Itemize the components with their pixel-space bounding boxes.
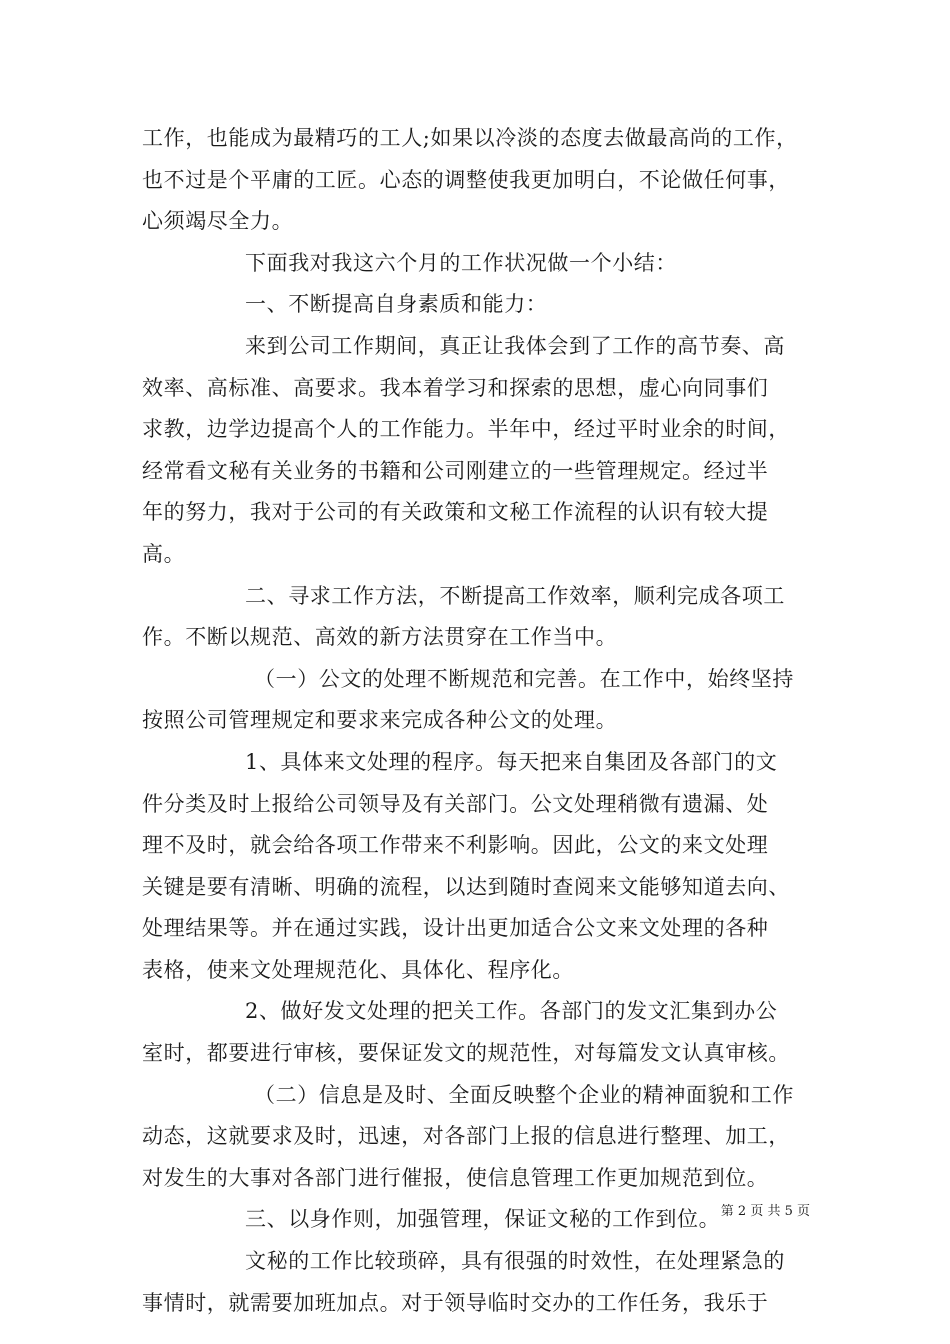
text-line: 求教，边学边提高个人的工作能力。半年中，经过平时业余的时间， [142,417,790,442]
text-line: 效率、高标准、高要求。我本着学习和探索的思想，虚心向同事们 [142,375,769,400]
text-line: 2、做好发文处理的把关工作。各部门的发文汇集到办公 [245,999,778,1024]
text-line: 作。不断以规范、高效的新方法贯穿在工作当中。 [142,625,618,650]
text-line: 工作，也能成为最精巧的工人;如果以冷淡的态度去做最高尚的工作， [142,126,798,150]
text-line: 下面我对我这六个月的工作状况做一个小结： [245,250,677,275]
text-line: 一、不断提高自身素质和能力： [245,292,548,317]
page-number-footer: 第 2 页 共 5 页 [720,1204,810,1219]
text-line: 关键是要有清晰、明确的流程，以达到随时查阅来文能够知道去向、 [142,874,790,899]
text-line: 高。 [142,541,186,566]
text-line: 经常看文秘有关业务的书籍和公司刚建立的一些管理规定。经过半 [142,458,769,483]
text-line: 按照公司管理规定和要求来完成各种公文的处理。 [142,708,618,733]
text-line: （二）信息是及时、全面反映整个企业的精神面貌和工作 [254,1082,794,1107]
text-line: 表格，使来文处理规范化、具体化、程序化。 [142,957,574,982]
text-line: 文秘的工作比较琐碎，具有很强的时效性，在处理紧急的 [245,1249,785,1274]
text-line: （一）公文的处理不断规范和完善。在工作中，始终坚持 [254,666,794,691]
text-line: 三、以身作则，加强管理，保证文秘的工作到位。 [245,1207,721,1232]
text-line: 处理结果等。并在通过实践，设计出更加适合公文来文处理的各种 [142,916,769,941]
text-line: 动态，这就要求及时，迅速，对各部门上报的信息进行整理、加工， [142,1124,790,1149]
text-line: 室时，都要进行审核，要保证发文的规范性，对每篇发文认真审核。 [142,1041,790,1066]
text-line: 二、寻求工作方法，不断提高工作效率，顺利完成各项工 [245,583,785,608]
text-line: 也不过是个平庸的工匠。心态的调整使我更加明白，不论做任何事， [142,167,790,192]
text-line: 事情时，就需要加班加点。对于领导临时交办的工作任务，我乐于 [142,1290,769,1315]
text-line: 件分类及时上报给公司领导及有关部门。公文处理稍微有遗漏、处 [142,791,769,816]
text-line: 1、具体来文处理的程序。每天把来自集团及各部门的文 [245,749,778,774]
text-line: 年的努力，我对于公司的有关政策和文秘工作流程的认识有较大提 [142,500,769,525]
text-line: 理不及时，就会给各项工作带来不利影响。因此，公文的来文处理 [142,833,769,858]
text-line: 来到公司工作期间，真正让我体会到了工作的高节奏、高 [245,333,785,358]
text-line: 对发生的大事对各部门进行催报，使信息管理工作更加规范到位。 [142,1165,769,1190]
text-line: 心须竭尽全力。 [142,209,294,234]
document-body [142,118,810,1324]
